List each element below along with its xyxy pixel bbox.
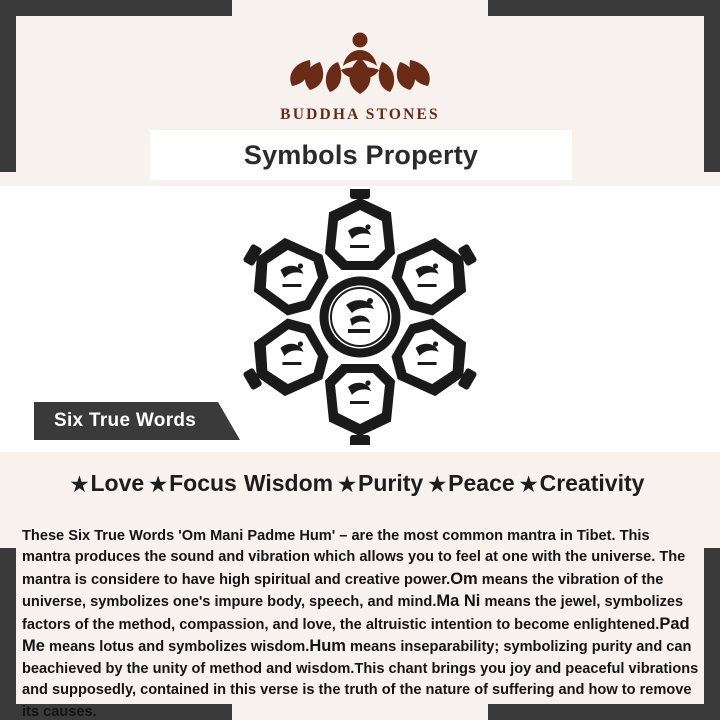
star-icon: ★ xyxy=(70,474,89,496)
star-icon: ★ xyxy=(519,474,538,496)
section-label-tab xyxy=(34,402,240,440)
mantra-word-padme: Pad Me xyxy=(22,614,690,656)
corner-frame-top-left-horizontal xyxy=(0,0,232,16)
brand-logo xyxy=(0,24,720,124)
keyword-item xyxy=(242,470,338,497)
section-tab-notch xyxy=(218,402,240,440)
mantra-word-hum: Hum xyxy=(309,637,346,656)
mantra-word-mani: Ma Ni xyxy=(436,592,481,611)
corner-frame-bottom-left-vertical xyxy=(0,548,16,720)
keyword-item xyxy=(338,470,428,497)
keyword-label: Wisdom xyxy=(243,470,334,496)
section-label-text: Six True Words xyxy=(54,410,197,431)
body-part-4: means lotus and symbolizes wisdom. xyxy=(44,639,310,656)
mantra-word-om: Om xyxy=(450,569,478,588)
body-paragraph xyxy=(22,526,700,720)
body-part-3: means the jewel, symbolizes factors of the method, compassion, and love, the altruistic intention to become enlightened. xyxy=(22,594,684,633)
star-icon: ★ xyxy=(338,474,357,496)
star-icon: ★ xyxy=(149,474,168,496)
corner-frame-top-right-horizontal xyxy=(488,0,720,16)
brand-name: BUDDHA STONES xyxy=(280,106,440,123)
page-title: Symbols Property xyxy=(243,139,479,170)
keyword-item xyxy=(428,470,519,497)
body-part-2: means the vibration of the universe, symbolizes one's impure body, speech, and mind. xyxy=(22,571,664,611)
corner-frame-bottom-right-vertical xyxy=(704,548,720,720)
six-true-words-mandala-icon xyxy=(210,189,510,445)
body-part-1: These Six True Words 'Om Mani Padme Hum' – are the most common mantra in Tibet. This mantra produces the sound and vibration which allows you to feel at one with the universe. The mantra is considere to have high spiritual and creative power. xyxy=(22,527,686,588)
keyword-label: Love xyxy=(90,470,145,496)
title-band xyxy=(150,130,572,180)
keyword-label: Purity xyxy=(358,470,424,496)
keyword-label: Focus xyxy=(169,470,237,496)
lotus-meditation-icon xyxy=(280,24,440,102)
keyword-label: Peace xyxy=(448,470,515,496)
keyword-item xyxy=(71,470,150,497)
keyword-item xyxy=(520,470,650,497)
body-part-5: means inseparability; symbolizing purity and can beachieved by the unity of method and wisdom.This chant brings you joy and peaceful vibrations and supposedly, contained in this verse is the truth of the nature of suffering and how to remove its causes. xyxy=(22,639,699,720)
keyword-label: Creativity xyxy=(539,470,645,496)
keywords-row xyxy=(0,470,720,497)
star-icon: ★ xyxy=(428,474,447,496)
corner-frame-top-left-diagonal xyxy=(16,0,34,16)
keyword-item xyxy=(149,470,242,497)
